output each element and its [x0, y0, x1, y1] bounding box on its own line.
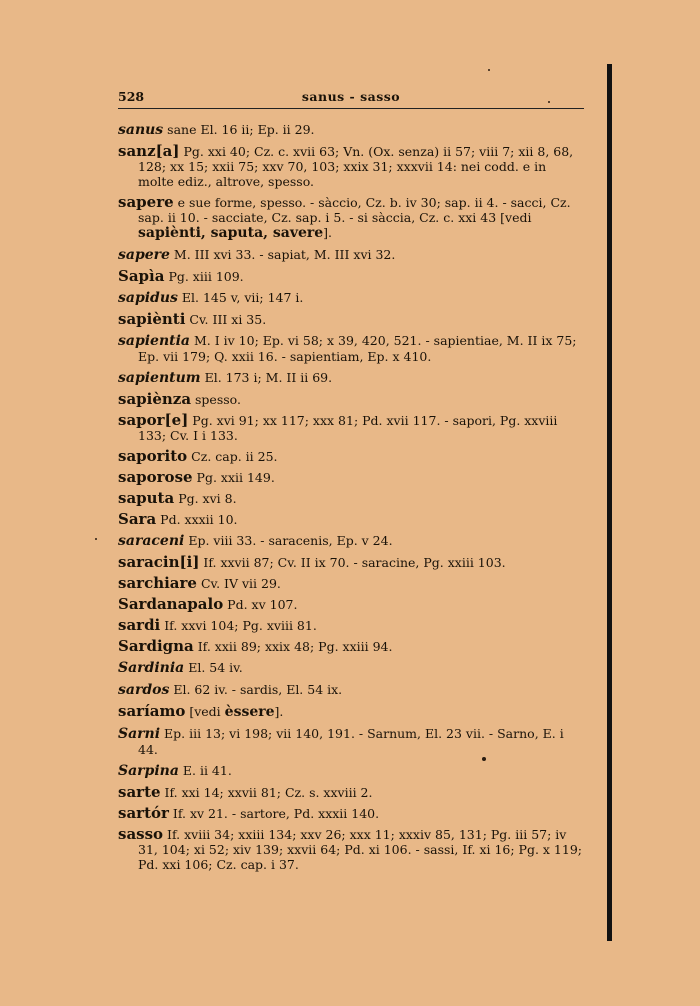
entry-headword: Sardinia	[118, 660, 185, 676]
dictionary-entry	[118, 195, 584, 241]
entry-references: M. III xvi 33. - sapiat, M. III xvi 32.	[169, 247, 396, 262]
entry-headword: sarchiare	[118, 574, 197, 592]
entry-headword: sapientum	[118, 370, 201, 386]
entry-headword: Sarni	[118, 726, 161, 742]
dictionary-entry	[118, 682, 584, 698]
entry-headword: Sapìa	[118, 267, 165, 285]
entry-references: spesso.	[191, 392, 241, 407]
entry-headword: sapidus	[118, 290, 178, 306]
entry-headword: sapiènza	[118, 390, 192, 408]
entry-references: Pg. xiii 109.	[164, 269, 244, 284]
dictionary-entry	[118, 491, 584, 506]
entry-tail: ].	[323, 225, 333, 240]
dictionary-entry	[118, 512, 584, 527]
dictionary-entry	[118, 392, 584, 407]
dictionary-entry	[118, 122, 584, 138]
dictionary-entry	[118, 144, 584, 189]
entry-headword: sapiènti	[118, 310, 186, 328]
dictionary-entry	[118, 269, 584, 284]
entry-headword: Sardigna	[118, 637, 194, 655]
entry-headword: saríamo	[118, 702, 186, 720]
entry-headword: sarte	[118, 783, 161, 801]
ink-speck	[548, 101, 550, 103]
entry-tail: ].	[274, 704, 284, 719]
entry-headword: sanus	[118, 122, 164, 138]
entry-references: If. xv 21. - sartore, Pd. xxxii 140.	[168, 806, 380, 821]
cross-reference: èssere	[224, 704, 275, 720]
entry-references: Ep. iii 13; vi 198; vii 140, 191. - Sarnum, El. 23 vii. - Sarno, E. i 44.	[138, 726, 564, 757]
entry-references: If. xxii 89; xxix 48; Pg. xxiii 94.	[193, 639, 393, 654]
entry-references: If. xxvi 104; Pg. xviii 81.	[160, 618, 317, 633]
ink-speck	[482, 757, 486, 761]
dictionary-entry	[118, 726, 584, 757]
dictionary-entry	[118, 370, 584, 386]
entry-headword: saracin[i]	[118, 553, 200, 571]
entry-references: If. xxi 14; xxvii 81; Cz. s. xxviii 2.	[160, 785, 373, 800]
entry-references: Ep. viii 33. - saracenis, Ep. v 24.	[184, 533, 393, 548]
cross-reference: sapiènti, saputa, savere	[138, 225, 324, 241]
dictionary-entry	[118, 639, 584, 654]
entry-headword: sardos	[118, 682, 170, 698]
entry-headword: saraceni	[118, 533, 185, 549]
entry-references: Pg. xxii 149.	[192, 470, 275, 485]
entry-list	[118, 122, 584, 878]
ink-speck	[488, 69, 490, 71]
dictionary-entry	[118, 290, 584, 306]
header-rule	[118, 108, 584, 109]
right-margin-rule	[607, 64, 612, 941]
entry-headword: Sarpina	[118, 763, 179, 779]
entry-references: Pd. xv 107.	[223, 597, 298, 612]
dictionary-entry	[118, 413, 584, 443]
entry-references: [vedi	[185, 704, 225, 719]
entry-headword: sanz[a]	[118, 142, 180, 160]
entry-references: El. 54 iv.	[184, 660, 243, 675]
entry-references: If. xviii 34; xxiii 134; xxv 26; xxx 11; xxxiv 85, 131; Pg. iii 57; iv 31, 104; xi 52; xiv 139; xxvii 64; Pd. xi 106. - sassi, If. xi 16; Pg. x 119; Pd. xxi 106; Cz. cap. i 37.	[138, 827, 583, 872]
dictionary-entry	[118, 470, 584, 485]
entry-headword: sartór	[118, 804, 169, 822]
entry-references: E. ii 41.	[178, 763, 232, 778]
dictionary-entry	[118, 660, 584, 676]
entry-references: Cv. IV vii 29.	[196, 576, 281, 591]
dictionary-entry	[118, 785, 584, 800]
entry-headword: Sara	[118, 510, 157, 528]
dictionary-entry	[118, 597, 584, 612]
entry-headword: saporose	[118, 468, 193, 486]
entry-headword: saputa	[118, 489, 175, 507]
dictionary-entry	[118, 533, 584, 549]
dictionary-entry	[118, 704, 584, 720]
page-header	[118, 89, 584, 107]
dictionary-entry	[118, 312, 584, 327]
entry-references: M. I iv 10; Ep. vi 58; x 39, 420, 521. - sapientiae, M. II ix 75; Ep. vii 179; Q. xxii 16. - sapientiam, Ep. x 410.	[138, 333, 577, 364]
dictionary-entry	[118, 827, 584, 872]
entry-headword: sapor[e]	[118, 411, 189, 429]
entry-headword: sapere	[118, 247, 170, 263]
entry-references: El. 173 i; M. II ii 69.	[200, 370, 333, 385]
ink-speck	[95, 538, 97, 540]
dictionary-entry	[118, 555, 584, 570]
dictionary-entry	[118, 618, 584, 633]
dictionary-entry	[118, 449, 584, 464]
entry-headword: sardi	[118, 616, 161, 634]
entry-references: El. 145 v, vii; 147 i.	[177, 290, 304, 305]
entry-references: El. 62 iv. - sardis, El. 54 ix.	[169, 682, 343, 697]
running-head: sanus - sasso	[301, 89, 401, 104]
entry-references: Pg. xxi 40; Cz. c. xvii 63; Vn. (Ox. senza) ii 57; viii 7; xii 8, 68, 128; xx 15; xxii 75; xxv 70, 103; xxix 31; xxxvii 14: nei codd. e in molte ediz., altrove, spesso.	[138, 144, 574, 189]
page-number: 528	[118, 89, 145, 104]
dictionary-entry	[118, 806, 584, 821]
entry-references: Pd. xxxii 10.	[156, 512, 238, 527]
entry-headword: saporito	[118, 447, 188, 465]
entry-references: sane El. 16 ii; Ep. ii 29.	[163, 122, 315, 137]
dictionary-entry	[118, 247, 584, 263]
entry-headword: Sardanapalo	[118, 595, 224, 613]
entry-references: Cz. cap. ii 25.	[187, 449, 278, 464]
entry-headword: sapere	[118, 193, 174, 211]
entry-references: e sue forme, spesso. - sàccio, Cz. b. iv 30; sap. ii 4. - sacci, Cz. sap. ii 10. - sacciate, Cz. sap. i 5. - si sàccia, Cz. c. xxi 43 [vedi	[138, 195, 571, 225]
entry-references: If. xxvii 87; Cv. II ix 70. - saracine, Pg. xxiii 103.	[199, 555, 506, 570]
dictionary-entry	[118, 763, 584, 779]
entry-headword: sapientia	[118, 333, 191, 349]
entry-headword: sasso	[118, 825, 164, 843]
dictionary-entry	[118, 333, 584, 364]
entry-references: Pg. xvi 8.	[174, 491, 237, 506]
dictionary-entry	[118, 576, 584, 591]
entry-references: Cv. III xi 35.	[185, 312, 267, 327]
entry-references: Pg. xvi 91; xx 117; xxx 81; Pd. xvii 117. - sapori, Pg. xxviii 133; Cv. I i 133.	[138, 413, 558, 443]
